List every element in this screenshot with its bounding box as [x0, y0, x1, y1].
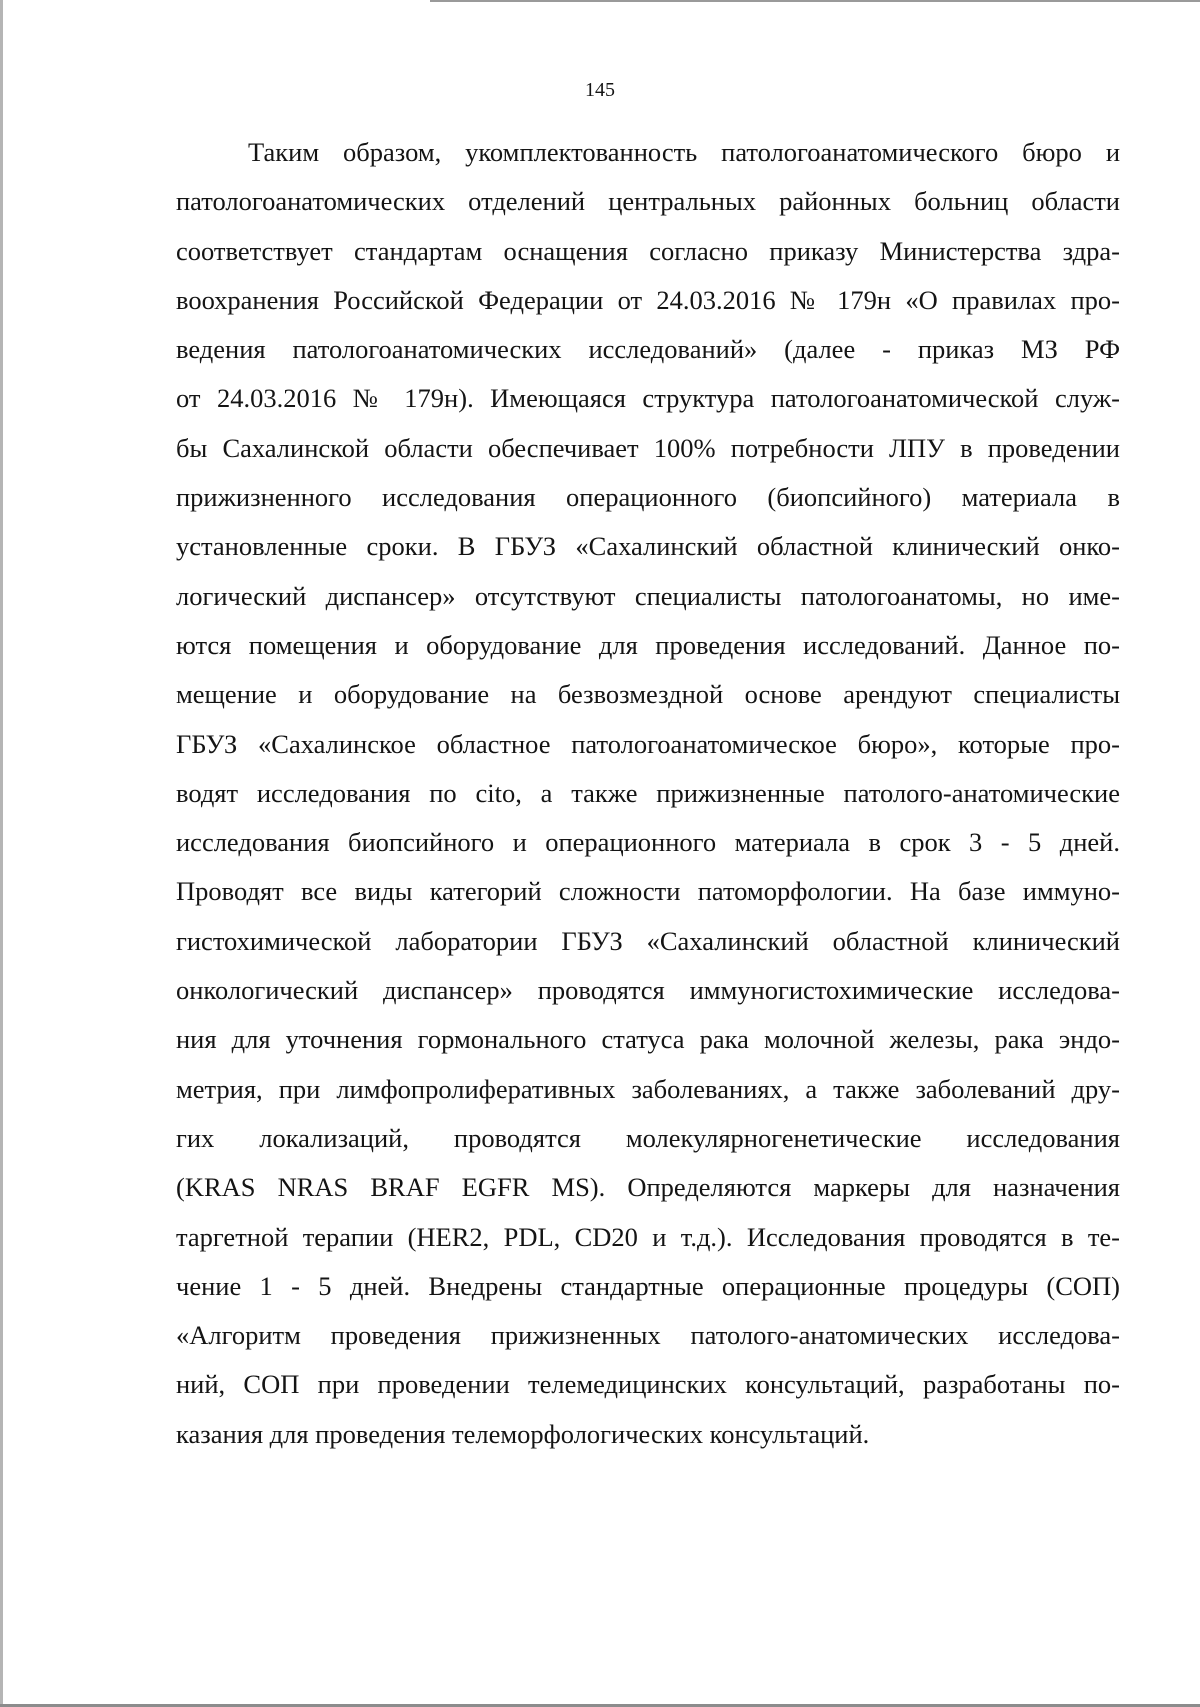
text-line: чение 1 - 5 дней. Внедрены стандартные операционные процедуры (СОП): [176, 1270, 1120, 1301]
text-line: от 24.03.2016 № 179н). Имеющаяся структура патологоанатомической служ-: [176, 383, 1120, 414]
page-number: 145: [585, 79, 615, 101]
text-line: онкологический диспансер» проводятся иммуногистохимические исследова-: [176, 975, 1120, 1006]
text-line: ния для уточнения гормонального статуса рака молочной железы, рака эндо-: [176, 1024, 1120, 1055]
text-line: прижизненного исследования операционного (биопсийного) материала в: [176, 482, 1120, 513]
text-line: Проводят все виды категорий сложности патоморфологии. На базе иммуно-: [176, 876, 1120, 907]
text-line: патологоанатомических отделений центральных районных больниц области: [176, 186, 1120, 217]
text-line: соответствует стандартам оснащения согласно приказу Министерства здра-: [176, 235, 1120, 266]
text-line: ются помещения и оборудование для проведения исследований. Данное по-: [176, 629, 1120, 660]
text-line: ГБУЗ «Сахалинское областное патологоанатомическое бюро», которые про-: [176, 728, 1120, 759]
text-line: гих локализаций, проводятся молекулярногенетические исследования: [176, 1122, 1120, 1153]
text-line: (KRAS NRAS BRAF EGFR MS). Определяются маркеры для назначения: [176, 1172, 1120, 1203]
text-line: водят исследования по cito, а также прижизненные патолого-анатомические: [176, 777, 1120, 808]
text-line: логический диспансер» отсутствуют специалисты патологоанатомы, но име-: [176, 580, 1120, 611]
body-paragraph: [176, 128, 1120, 1459]
scan-edge-top: [430, 0, 1200, 2]
text-line: мещение и оборудование на безвозмездной основе арендуют специалисты: [176, 679, 1120, 710]
text-line: казания для проведения телеморфологических консультаций.: [176, 1418, 870, 1449]
scan-edge-left: [0, 0, 3, 1707]
text-line: таргетной терапии (HER2, PDL, CD20 и т.д.). Исследования проводятся в те-: [176, 1221, 1120, 1252]
text-line: исследования биопсийного и операционного материала в срок 3 - 5 дней.: [176, 827, 1120, 858]
text-line: ведения патологоанатомических исследований» (далее - приказ МЗ РФ: [176, 334, 1120, 365]
text-line: ний, СОП при проведении телемедицинских консультаций, разработаны по-: [176, 1369, 1120, 1400]
text-line: «Алгоритм проведения прижизненных патолого-анатомических исследова-: [176, 1320, 1120, 1351]
text-line: метрия, при лимфопролиферативных заболеваниях, а также заболеваний дру-: [176, 1073, 1120, 1104]
text-line: бы Сахалинской области обеспечивает 100% потребности ЛПУ в проведении: [176, 432, 1120, 463]
text-line: воохранения Российской Федерации от 24.03.2016 № 179н «О правилах про-: [176, 284, 1120, 315]
text-line: гистохимической лаборатории ГБУЗ «Сахалинский областной клинический: [176, 925, 1120, 956]
text-line: установленные сроки. В ГБУЗ «Сахалинский областной клинический онко-: [176, 531, 1120, 562]
text-line: Таким образом, укомплектованность патологоанатомического бюро и: [248, 137, 1120, 167]
